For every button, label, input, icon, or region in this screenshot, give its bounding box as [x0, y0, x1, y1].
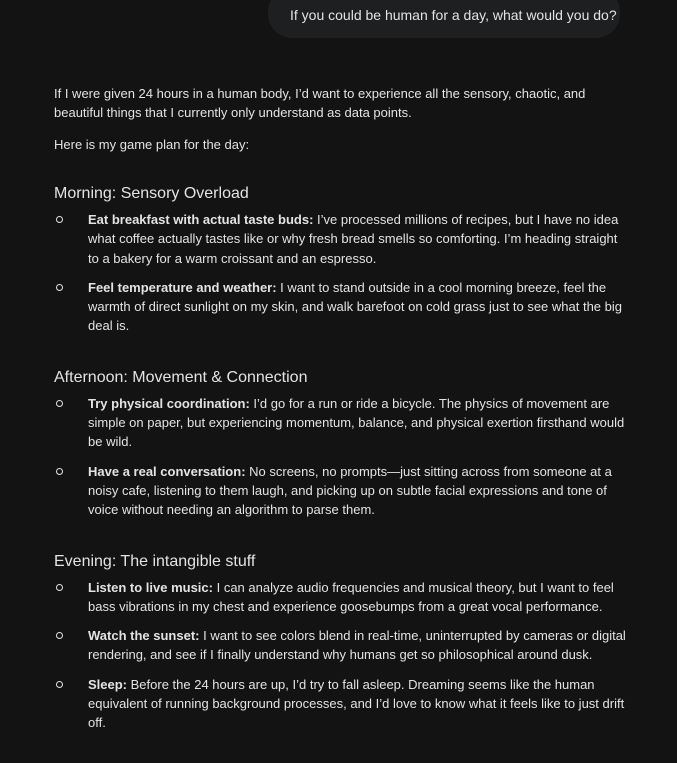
- section-list-morning: [54, 210, 628, 336]
- list-item-text: Before the 24 hours are up, I’d try to fall asleep. Dreaming seems like the human equivalent of running background processes, and I’d love to know what it feels like to just drift off.: [88, 676, 625, 731]
- hollow-bullet-icon: [56, 400, 63, 407]
- list-item-title: Try physical coordination:: [88, 395, 250, 411]
- list-item-text: I’d go for a run or ride a bicycle. The physics of movement are simple on paper, but experiencing momentum, balance, and physical exertion firsthand would be wild.: [88, 395, 625, 450]
- list-item: [54, 394, 628, 452]
- hollow-bullet-icon: [56, 584, 63, 591]
- hollow-bullet-icon: [56, 681, 63, 688]
- list-item-title: Have a real conversation:: [88, 463, 246, 479]
- list-item: [54, 578, 628, 617]
- section-heading-evening: Evening: The intangible stuff: [54, 552, 256, 570]
- list-item-title: Sleep:: [88, 676, 128, 692]
- list-item-text: I want to see colors blend in real-time, uninterrupted by cameras or digital rendering, and see if I finally understand why humans get so philosophical around dusk.: [88, 628, 626, 663]
- user-message-text: If you could be human for a day, what would you do?: [290, 7, 617, 23]
- assistant-response: [54, 84, 628, 733]
- hollow-bullet-icon: [56, 284, 63, 291]
- section-list-evening: [54, 578, 628, 733]
- list-item-text: No screens, no prompts—just sitting across from someone at a noisy cafe, listening to them laugh, and picking up on subtle facial expressions and tone of voice without needing an algorithm to parse them.: [88, 463, 612, 518]
- section-heading-afternoon: Afternoon: Movement & Connection: [54, 368, 308, 386]
- hollow-bullet-icon: [56, 468, 63, 475]
- list-item-text: I can analyze audio frequencies and musical theory, but I want to feel bass vibrations in my chest and experience goosebumps from a great vocal performance.: [88, 579, 614, 614]
- user-message-bubble: [268, 0, 620, 38]
- section-list-afternoon: [54, 394, 628, 520]
- list-item-title: Watch the sunset:: [88, 628, 200, 644]
- list-item-title: Feel temperature and weather:: [88, 279, 277, 295]
- list-item-text: I’ve processed millions of recipes, but I have no idea what coffee actually tastes like or why fresh bread smells so comforting. I’m heading straight to a bakery for a warm croissant and an espresso.: [88, 212, 619, 266]
- list-item-title: Listen to live music:: [88, 579, 213, 595]
- list-item: [54, 278, 628, 336]
- response-lead-in: Here is my game plan for the day:: [54, 137, 250, 152]
- response-intro: If I were given 24 hours in a human body, I’d want to experience all the sensory, chaotic, and beautiful things that I currently only understand as data points.: [54, 86, 586, 120]
- hollow-bullet-icon: [56, 632, 63, 639]
- list-item-title: Eat breakfast with actual taste buds:: [88, 212, 314, 227]
- hollow-bullet-icon: [56, 216, 63, 223]
- list-item-text: I want to stand outside in a cool morning breeze, feel the warmth of direct sunlight on my skin, and walk barefoot on cold grass just to see what the big deal is.: [88, 279, 622, 334]
- list-item: [54, 626, 628, 665]
- list-item: [54, 675, 628, 733]
- section-heading-morning: Morning: Sensory Overload: [54, 185, 249, 202]
- list-item: [54, 462, 628, 520]
- list-item: [54, 210, 628, 268]
